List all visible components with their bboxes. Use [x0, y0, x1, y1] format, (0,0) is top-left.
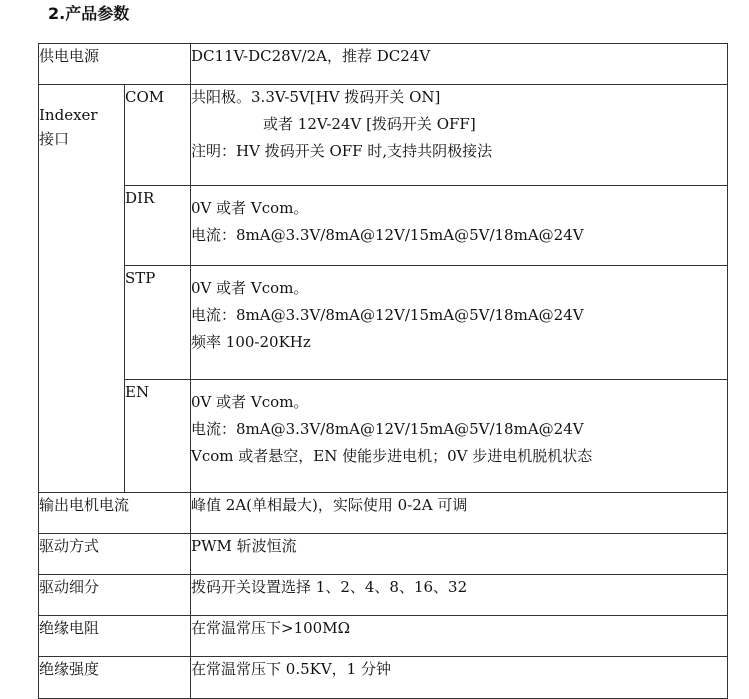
com-line-2: 或者 12V-24V [拨码开关 OFF]: [263, 115, 476, 133]
row-stp: [39, 266, 728, 380]
row-en: [39, 380, 728, 493]
label-power-supply: 供电电源: [39, 44, 191, 85]
spec-table: [38, 43, 728, 699]
sub-label-dir: DIR: [125, 186, 191, 266]
com-line-1: 共阳极。3.3V-5V[HV 拨码开关 ON]: [191, 88, 441, 106]
label-indexer-line2: 接口: [39, 130, 70, 148]
sub-label-com: COM: [125, 85, 191, 186]
row-output-current: [39, 493, 728, 534]
value-output-current: 峰值 2A(单相最大)，实际使用 0-2A 可调: [191, 493, 728, 534]
sub-label-en: EN: [125, 380, 191, 493]
value-en: [191, 380, 728, 493]
stp-line-3: 频率 100-20KHz: [191, 333, 311, 351]
row-drive-mode: [39, 534, 728, 575]
stp-line-2: 电流：8mA@3.3V/8mA@12V/15mA@5V/18mA@24V: [191, 306, 584, 324]
com-line-3: 注明：HV 拨码开关 OFF 时,支持共阴极接法: [191, 142, 493, 160]
label-drive-mode: 驱动方式: [39, 534, 191, 575]
label-output-current: 输出电机电流: [39, 493, 191, 534]
value-insulation-resistance: 在常温常压下>100MΩ: [191, 616, 728, 657]
row-insulation-resistance: [39, 616, 728, 657]
label-microstep: 驱动细分: [39, 575, 191, 616]
value-dir: [191, 186, 728, 266]
row-power-supply: [39, 44, 728, 85]
value-insulation-strength: 在常温常压下 0.5KV，1 分钟: [191, 657, 728, 699]
row-microstep: [39, 575, 728, 616]
row-com: [39, 85, 728, 186]
dir-line-2: 电流：8mA@3.3V/8mA@12V/15mA@5V/18mA@24V: [191, 226, 584, 244]
row-dir: [39, 186, 728, 266]
value-drive-mode: PWM 斩波恒流: [191, 534, 728, 575]
label-insulation-resistance: 绝缘电阻: [39, 616, 191, 657]
dir-line-1: 0V 或者 Vcom。: [191, 199, 309, 217]
value-stp: [191, 266, 728, 380]
value-com: [191, 85, 728, 186]
value-power-supply: DC11V-DC28V/2A，推荐 DC24V: [191, 44, 728, 85]
en-line-1: 0V 或者 Vcom。: [191, 393, 309, 411]
label-insulation-strength: 绝缘强度: [39, 657, 191, 699]
en-line-2: 电流：8mA@3.3V/8mA@12V/15mA@5V/18mA@24V: [191, 420, 584, 438]
en-line-3: Vcom 或者悬空，EN 使能步进电机；0V 步进电机脱机状态: [191, 447, 593, 465]
value-microstep: 拨码开关设置选择 1、2、4、8、16、32: [191, 575, 728, 616]
stp-line-1: 0V 或者 Vcom。: [191, 279, 309, 297]
label-indexer: [39, 85, 125, 493]
row-insulation-strength: [39, 657, 728, 699]
label-indexer-line1: Indexer: [39, 106, 98, 124]
section-heading: 2.产品参数: [48, 4, 130, 23]
sub-label-stp: STP: [125, 266, 191, 380]
